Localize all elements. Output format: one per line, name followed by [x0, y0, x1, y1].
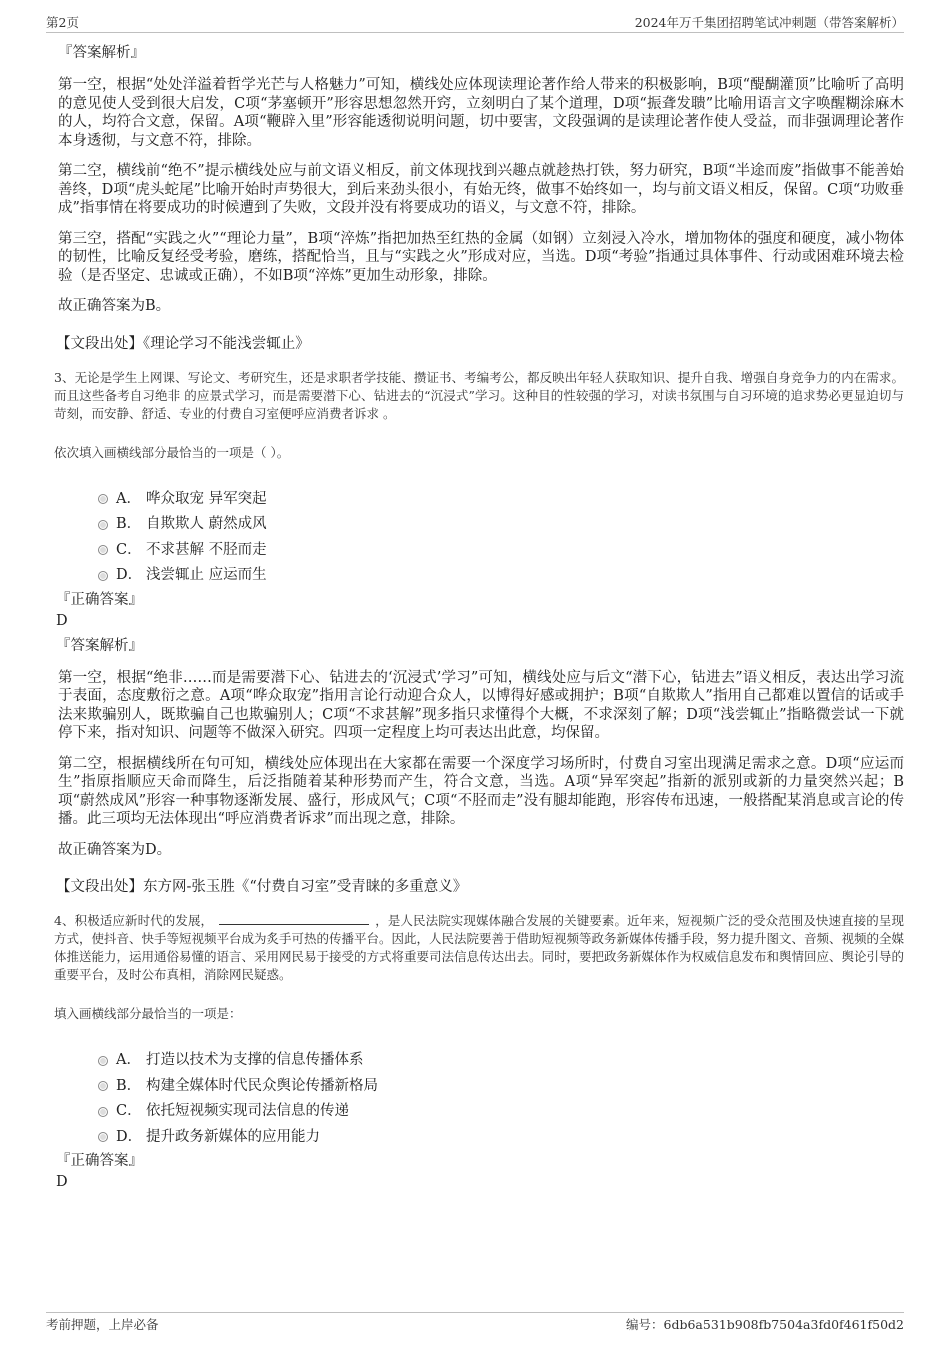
- correct-answer: D: [56, 612, 68, 629]
- correct-answer-label: 『正确答案』: [56, 591, 143, 608]
- question-4-text-end: ，是人民法院实现媒体融合发展的关键要素。近年来，短视频广泛的受众范围及快速直接的呈现方式，使抖音、快手等短视频平台成为炙手可热的传播平台。因此，人民法院要善于借助短视频等政务新媒体传播手段，努力提升图文、音频、视频的全媒体推送能力，运用通俗易懂的语言、采用网民易于接受的方式将重要司法信息传达出去。同时，要把政务新媒体作为权威信息发布和舆情回应、舆论引导的重要平台，及时公布真相，消除网民疑惑。: [54, 913, 905, 982]
- option-text: 哗众取宠 异军突起: [146, 490, 267, 507]
- option-d[interactable]: [98, 561, 904, 587]
- option-c[interactable]: [98, 536, 904, 562]
- option-text: 浅尝辄止 应运而生: [146, 567, 267, 584]
- question-3-options: [98, 485, 904, 587]
- option-c[interactable]: [98, 1097, 904, 1123]
- option-letter: A．: [116, 490, 141, 507]
- option-letter: D．: [116, 1128, 143, 1145]
- analysis-label: 『答案解析』: [58, 45, 145, 61]
- radio-icon[interactable]: [98, 520, 108, 530]
- question-4-prompt: 填入画横线部分最恰当的一项是：: [54, 1006, 242, 1021]
- option-b[interactable]: [98, 1072, 904, 1098]
- question-3-prompt: 依次填入画横线部分最恰当的一项是（ ）。: [54, 444, 290, 460]
- footer-note: 考前押题，上岸必备: [46, 1317, 159, 1332]
- source-citation: 【文段出处】东方网-张玉胜《“付费自习室”受青睐的多重意义》: [56, 879, 468, 895]
- analysis-paragraph: 第一空，根据“处处洋溢着哲学光芒与人格魅力”可知，横线处应体现读理论著作给人带来的积极影响，B项“醍醐灌顶”比喻听了高明的意见使人受到很大启发，C项“茅塞顿开”形容思想忽然开窍，立刻明白了某个道理，D项“振聋发聩”比喻用语言文字唤醒糊涂麻木的人，均符合文意，保留。A项“鞭辟入里”形容能透彻说明问题，切中要害，文段强调的是读理论著作使人受益，而非强调理论著作本身透彻，与文意不符，排除。: [58, 77, 904, 149]
- correct-answer-label: 『正确答案』: [56, 1153, 143, 1169]
- analysis-conclusion: 故正确答案为D。: [58, 841, 172, 858]
- radio-icon[interactable]: [98, 1132, 108, 1142]
- option-text: 打造以技术为支撑的信息传播体系: [146, 1052, 364, 1069]
- option-text: 依托短视频实现司法信息的传递: [146, 1103, 349, 1120]
- option-letter: B．: [116, 1077, 142, 1094]
- option-text: 提升政务新媒体的应用能力: [146, 1128, 320, 1145]
- analysis-conclusion: 故正确答案为B。: [58, 298, 171, 314]
- source-citation: 【文段出处】《理论学习不能浅尝辄止》: [56, 335, 310, 352]
- analysis-paragraph: 第二空，根据横线所在句可知，横线处应体现出在大家都在需要一个深度学习场所时，付费自习室出现满足需求之意。D项“应运而生”指原指顺应天命而降生，后泛指随着某种形势而产生，符合文意，当选。A项“异军突起”指新的派别或新的力量突然兴起；B项“蔚然成风”形容一种事物逐渐发展、盛行，形成风气；C项“不胫而走”没有腿却能跑，形容传布迅速，一般搭配某消息或言论的传播。此三项均无法体现出“呼应消费者诉求”而出现之意，排除。: [58, 755, 904, 827]
- document-code: 编号：6db6a531b908fb7504a3fd0f461f50d2: [626, 1317, 904, 1332]
- analysis-paragraph: 第一空，根据“绝非……而是需要潜下心、钻进去的‘沉浸式’学习”可知，横线处应与后文“潜下心，钻进去”语义相反，表达出学习流于表面，态度敷衍之意。A项“哗众取宠”指用言论行动迎合众人，以博得好感或拥护；B项“自欺欺人”指用自己都难以置信的话或手法来欺骗别人，既欺骗自己也欺骗别人；C项“不求甚解”现多指只求懂得个大概，不求深刻了解；D项“浅尝辄止”指略微尝试一下就停下来，指对知识、问题等不做深入研究。四项一定程度上均可表达出此意，均保留。: [58, 669, 904, 741]
- radio-icon[interactable]: [98, 494, 108, 504]
- radio-icon[interactable]: [98, 1081, 108, 1091]
- analysis-paragraph: 第二空，横线前“绝不”提示横线处应与前文语义相反，前文体现找到兴趣点就趁热打铁，努力研究，B项“半途而废”指做事不能善始善终，D项“虎头蛇尾”比喻开始时声势很大，到后来劲头很小，有始无终，做事不始终如一，均与前文语义相反，保留。C项“功败垂成”指事情在将要成功的时候遭到了失败，文段并没有将要成功的语义，与文意不符，排除。: [58, 163, 904, 216]
- option-text: 自欺欺人 蔚然成风: [146, 516, 267, 533]
- analysis-label: 『答案解析』: [56, 637, 143, 654]
- page-footer: [46, 1312, 904, 1333]
- option-d[interactable]: [98, 1123, 904, 1149]
- correct-answer: D: [56, 1174, 68, 1190]
- option-letter: D．: [116, 567, 143, 584]
- document-title: 2024年万千集团招聘笔试冲刺题（带答案解析）: [634, 15, 904, 30]
- page-header: [46, 12, 904, 33]
- question-4-text: [54, 912, 904, 984]
- option-letter: C．: [116, 1103, 142, 1120]
- radio-icon[interactable]: [98, 545, 108, 555]
- analysis-paragraph: 第三空，搭配“实践之火”“理论力量”，B项“淬炼”指把加热至红热的金属（如钢）立刻浸入冷水，增加物体的强度和硬度，减小物体的韧性，比喻反复经受考验，磨练，搭配恰当，且与“实践之火”形成对应，当选。D项“考验”指通过具体事件、行动或困难环境去检验（是否坚定、忠诚或正确），不如B项“淬炼”更加生动形象，排除。: [58, 230, 904, 284]
- radio-icon[interactable]: [98, 1056, 108, 1066]
- question-4-options: [98, 1046, 904, 1148]
- option-letter: A．: [116, 1052, 141, 1069]
- option-b[interactable]: [98, 510, 904, 536]
- option-letter: C．: [116, 541, 142, 558]
- page-number: 第2页: [46, 15, 79, 30]
- fill-blank: [219, 912, 369, 925]
- document-body: [54, 44, 905, 1198]
- option-a[interactable]: [98, 1046, 904, 1072]
- option-letter: B．: [116, 516, 142, 533]
- radio-icon[interactable]: [98, 1107, 108, 1117]
- option-a[interactable]: [98, 485, 904, 511]
- question-4-text-start: 4、积极适应新时代的发展，: [54, 913, 214, 928]
- option-text: 不求甚解 不胫而走: [146, 541, 267, 558]
- option-text: 构建全媒体时代民众舆论传播新格局: [146, 1077, 378, 1094]
- question-3-text: 3、无论是学生上网课、写论文、考研究生，还是求职者学技能、攒证书、考编考公，都反映出年轻人获取知识、提升自我、增强自身竞争力的内在需求。而且这些备考自习绝非 的应景式学习，而是需要潜下心、钻进去的“沉浸式”学习。这种目的性较强的学习，对读书氛围与自习环境的追求势必更显迫切与苛刻，而安静、舒适、专业的付费自习室便呼应消费者诉求 。: [54, 369, 904, 421]
- radio-icon[interactable]: [98, 571, 108, 581]
